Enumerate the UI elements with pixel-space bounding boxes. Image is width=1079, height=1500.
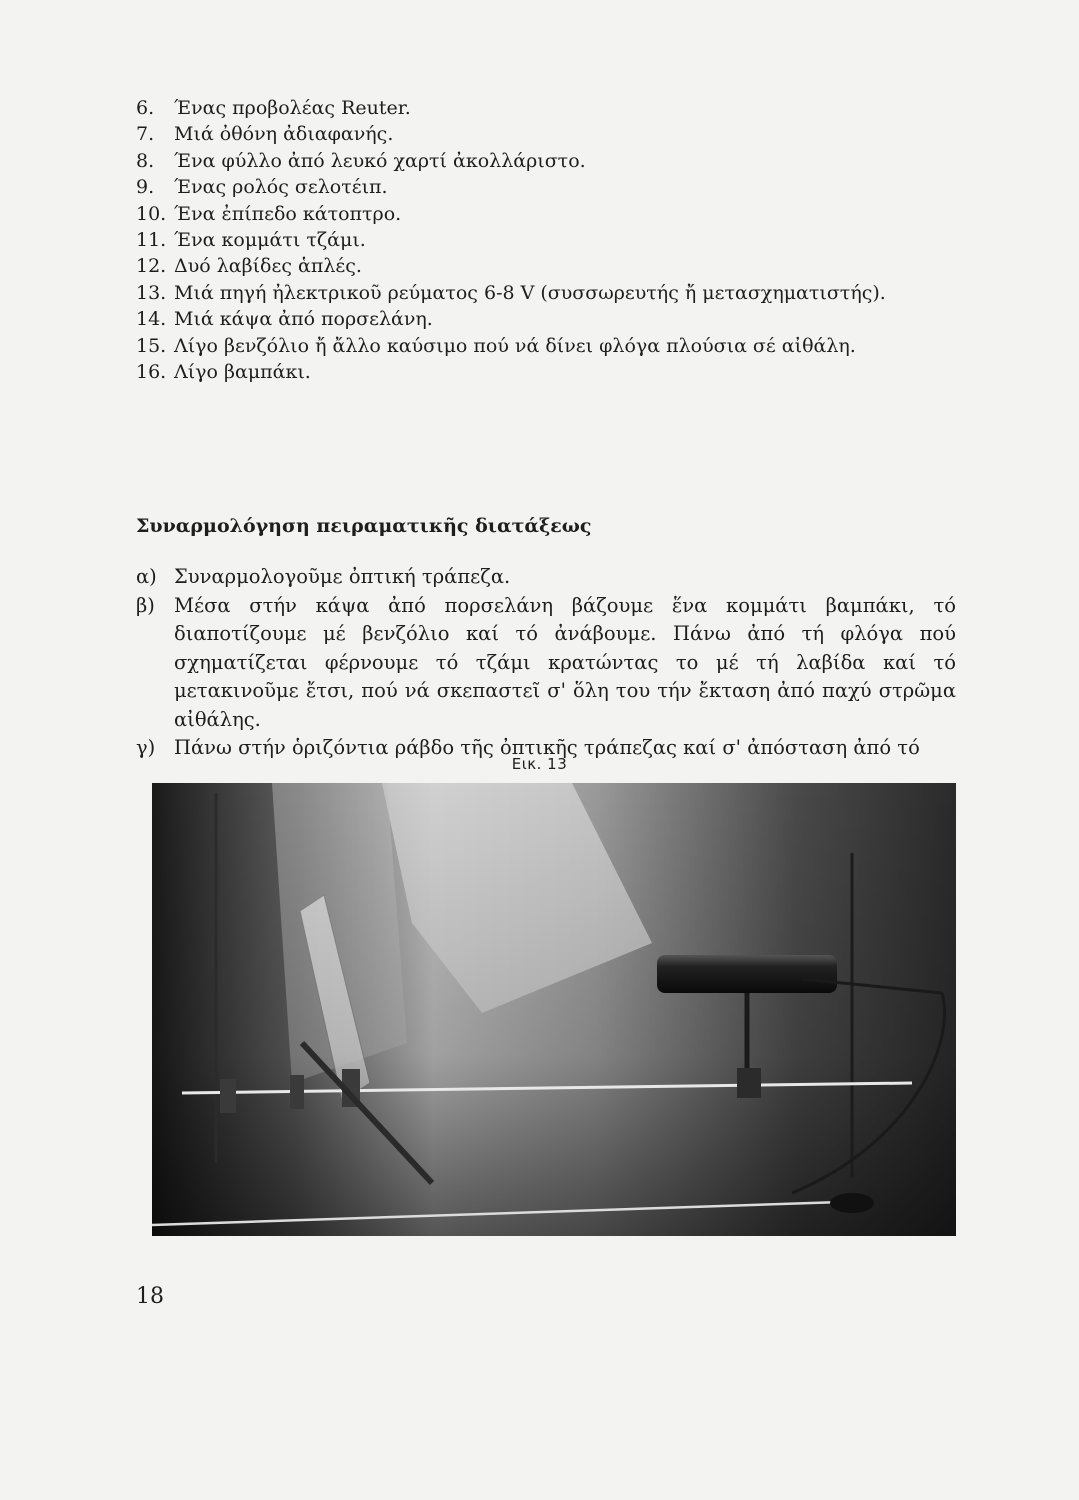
- step-item: γ) Πάνω στήν ὁριζόντια ράβδο τῆς ὀπτικῆς τράπεζας καί σ' ἀπόσταση ἀπό τό: [136, 736, 920, 759]
- section-heading: Συναρμολόγηση πειραματικῆς διατάξεως: [136, 515, 592, 537]
- clamp: [220, 1079, 236, 1113]
- list-item: 13. Μιά πηγή ἠλεκτρικοῦ ρεύματος 6-8 V (συσσωρευτής ἤ μετασχηματιστής).: [136, 281, 886, 304]
- step-item: β) Μέσα στήν κάψα ἀπό πορσελάνη βάζουμε ἕνα κομμάτι βαμπάκι, τό διαποτίζουμε μέ βενζόλιο καί τό ἀνάβουμε. Πάνω ἀπό τή φλόγα πού σχηματίζεται φέρνουμε τό τζάμι κρατώντας το μέ τή λαβίδα καί τό μετακινοῦμε ἔτσι, πού νά σκεπαστεῖ σ' ὅλη του τήν ἔκταση ἀπό παχύ στρῶμα αἰθάλης.: [136, 593, 956, 731]
- list-item: 12. Δυό λαβίδες ἁπλές.: [136, 255, 362, 278]
- page-number: 18: [136, 1284, 164, 1309]
- list-item: 16. Λίγο βαμπάκι.: [136, 361, 311, 384]
- figure-caption: Εικ. 13: [511, 755, 568, 773]
- list-item: 10. Ένα ἐπίπεδο κάτοπτρο.: [136, 202, 402, 225]
- list-item: 9. Ένας ρολός σελοτέιπ.: [136, 176, 388, 199]
- list-item: 8. Ένα φύλλο ἀπό λευκό χαρτί ἀκολλάριστο.: [136, 149, 586, 172]
- assembly-steps: [136, 563, 956, 763]
- list-item: 14. Μιά κάψα ἀπό πορσελάνη.: [136, 308, 433, 331]
- list-item: 11. Ένα κομμάτι τζάμι.: [136, 229, 366, 252]
- list-item: 6. Ένας προβολέας Reuter.: [136, 97, 411, 119]
- equipment-list: [136, 95, 966, 385]
- photo-shade: [152, 783, 956, 1236]
- step-item: α) Συναρμολογοῦμε ὀπτική τράπεζα.: [136, 565, 511, 588]
- figure-photo: [152, 783, 956, 1236]
- list-item: 15. Λίγο βενζόλιο ἤ ἄλλο καύσιμο πού νά δίνει φλόγα πλούσια σέ αἰθάλη.: [136, 334, 856, 357]
- stand-base: [830, 1193, 874, 1213]
- clamp: [290, 1075, 304, 1109]
- projector-lamp: [657, 955, 837, 993]
- clamp: [737, 1068, 761, 1098]
- list-item: 7. Μιά ὀθόνη ἀδιαφανής.: [136, 123, 394, 146]
